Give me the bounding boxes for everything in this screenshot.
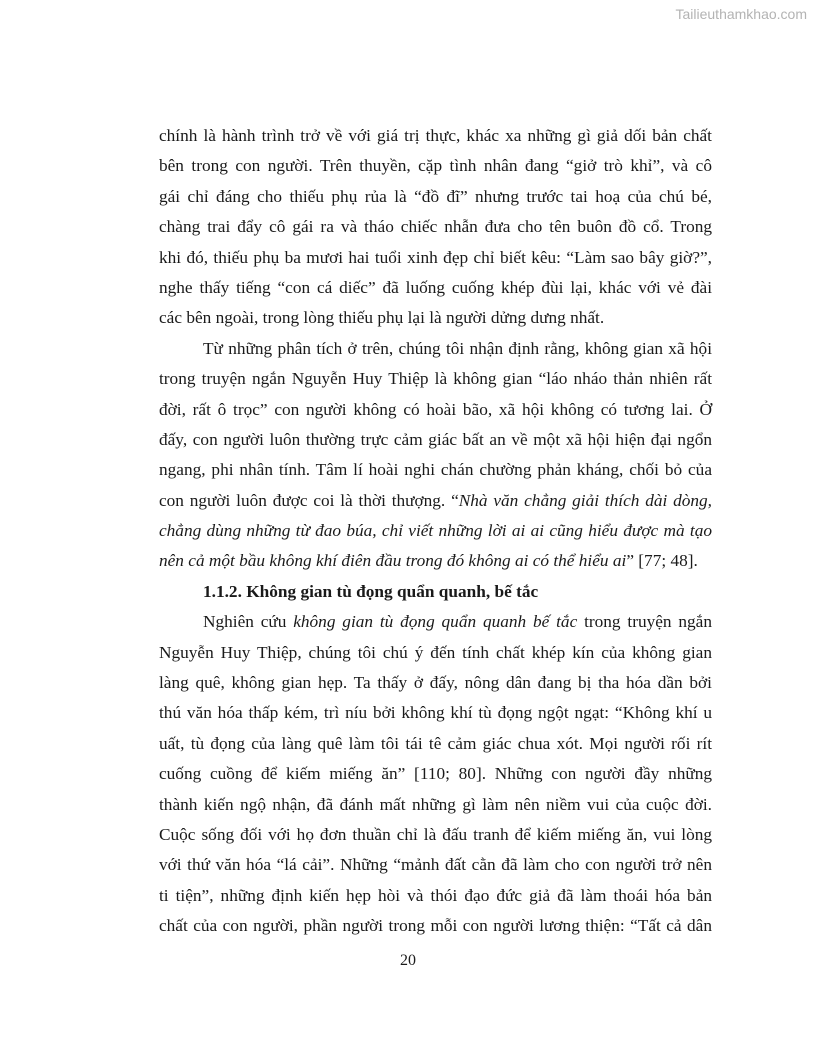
text-line: chất của con người, phần người trong mỗi con người lương thiện: “Tất cả dân	[159, 916, 712, 936]
text-run: con người luôn được coi là thời thượng. “	[159, 490, 459, 510]
text-run: trong truyện ngắn	[577, 612, 712, 632]
citation: ” [77; 48].	[626, 551, 698, 571]
text-line: cuống cuồng để kiếm miếng ăn” [110; 80]. Những con người đầy những	[159, 764, 712, 784]
text-line: Cuộc sống đối với họ đơn thuần chỉ là đấu tranh để kiếm miếng ăn, vui lòng	[159, 824, 712, 844]
text-line: Từ những phân tích ở trên, chúng tôi nhận định rằng, không gian xã hội	[203, 338, 712, 358]
term-italic: không gian tù đọng quẩn quanh bế tắc	[293, 612, 578, 632]
text-run: Nghiên cứu	[203, 612, 294, 632]
quote-italic: nên cả một bầu không khí điên đầu trong đó không ai có thể hiểu ai	[159, 551, 627, 571]
text-line: khi đó, thiếu phụ ba mươi hai tuổi xinh đẹp chỉ biết kêu: “Làm sao bây giờ?”,	[159, 247, 712, 267]
text-line: chính là hành trình trở về với giá trị thực, khác xa những gì giả dối bản chất	[159, 126, 712, 145]
quote-italic: chẳng dùng những từ đao búa, chỉ viết những lời ai ai cũng hiểu được mà tạo	[159, 521, 712, 541]
document-body	[159, 121, 712, 942]
text-line: làng quê, không gian hẹp. Ta thấy ở đấy, nông dân đang bị tha hóa dần bởi	[159, 673, 712, 693]
quote-italic: Nhà văn chẳng giải thích dài dòng,	[458, 490, 713, 510]
text-line: trong truyện ngắn Nguyễn Huy Thiệp là không gian “láo nháo thản nhiên rất	[159, 369, 712, 389]
text-line: ngang, phi nhân tính. Tâm lí hoài nghi chán chường phản kháng, chối bỏ của	[159, 460, 712, 480]
text-line: chàng trai đẩy cô gái ra và tháo chiếc nhẫn đưa cho tên buôn đồ cổ. Trong	[159, 217, 712, 237]
text-line: đấy, con người luôn thường trực cảm giác bất an về một xã hội hiện đại ngổn	[159, 429, 712, 449]
text-line	[159, 516, 712, 546]
text-line: gái chỉ đáng cho thiếu phụ rủa là “đồ đĩ” nhưng trước tai hoạ của chú bé,	[159, 186, 712, 206]
text-line: thành kiến ngộ nhận, đã đánh mất những gì làm nên niềm vui của cuộc đời.	[159, 794, 712, 814]
text-line: các bên ngoài, trong lòng thiếu phụ lại là người dửng dưng nhất.	[159, 308, 605, 328]
text-line	[159, 607, 712, 637]
text-line	[159, 486, 712, 516]
paragraph-1	[159, 121, 712, 334]
text-line: uất, tù đọng của làng quê làm tôi tái tê cảm giác chua xót. Mọi người rối rít	[159, 733, 712, 753]
paragraph-2	[159, 334, 712, 577]
text-line: với thứ văn hóa “lá cải”. Những “mảnh đất cằn đã làm cho con người trở nên	[159, 855, 712, 875]
watermark: Tailieuthamkhao.com	[675, 6, 807, 22]
text-line: ti tiện”, những định kiến hẹp hòi và thói đạo đức giả đã làm thoái hóa bản	[159, 885, 712, 905]
page-number: 20	[400, 952, 416, 969]
text-line: thú văn hóa thấp kém, trì níu bởi không khí tù đọng ngột ngạt: “Không khí u	[159, 703, 712, 723]
paragraph-3	[159, 607, 712, 941]
text-line	[159, 546, 712, 576]
text-line: bên trong con người. Trên thuyền, cặp tình nhân đang “giở trò khỉ”, và cô	[159, 156, 712, 176]
text-line: nghe thấy tiếng “con cá diếc” đã luống cuống khép đùi lại, khác với vẻ đài	[159, 277, 712, 297]
text-line: Nguyễn Huy Thiệp, chúng tôi chú ý đến tính chất khép kín của không gian	[159, 642, 712, 662]
section-heading: 1.1.2. Không gian tù đọng quẩn quanh, bế tắc	[203, 581, 539, 601]
text-line: đời, rất ô trọc” con người không có hoài bão, xã hội không có tương lai. Ở	[159, 399, 712, 419]
